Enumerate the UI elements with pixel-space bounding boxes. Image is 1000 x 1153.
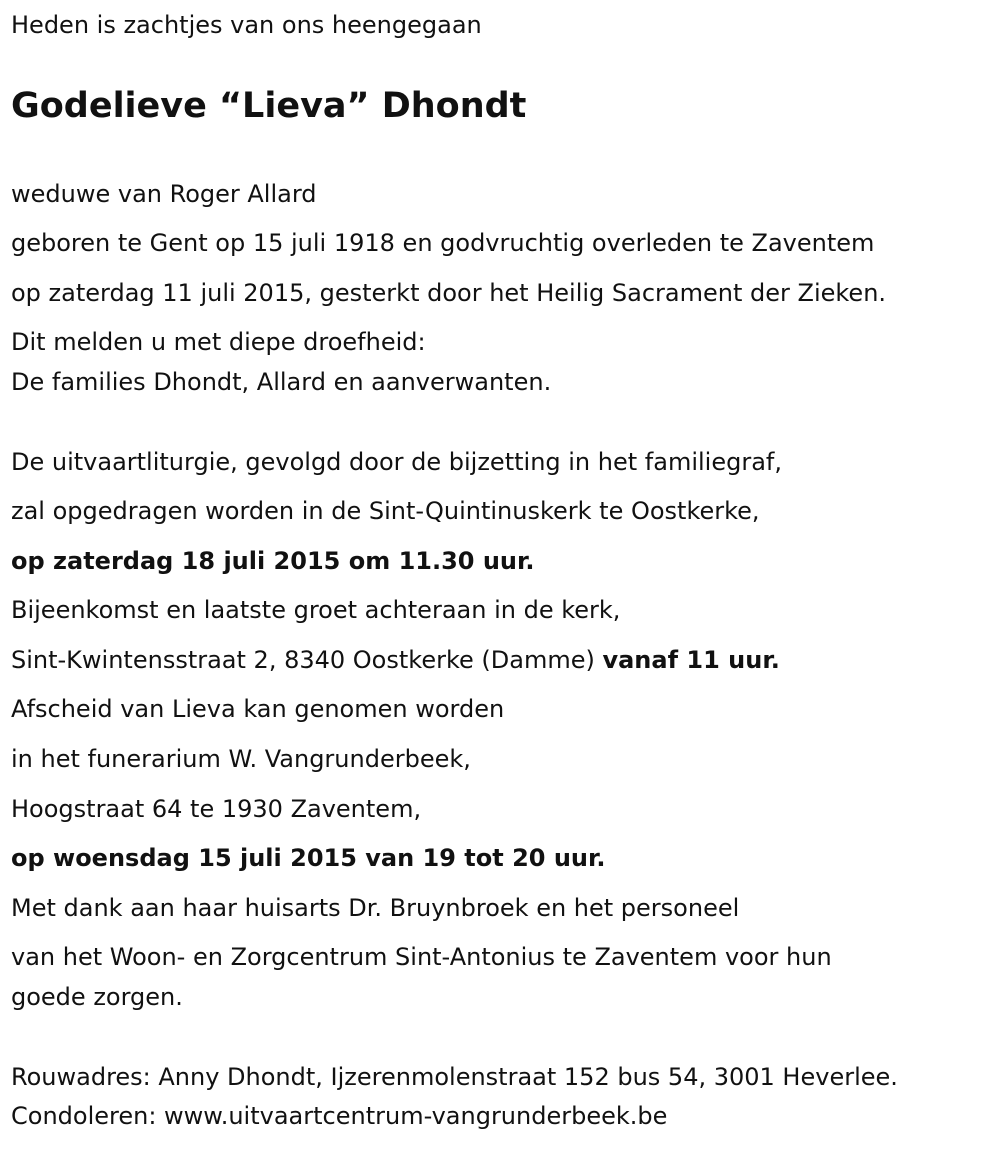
families-line: De families Dhondt, Allard en aanverwanten. [11, 368, 552, 396]
liturgy-line: De uitvaartliturgie, gevolgd door de bijzetting in het familiegraf, [11, 448, 782, 476]
thanks-line-3: goede zorgen. [11, 983, 183, 1011]
address-time: vanaf 11 uur. [602, 646, 780, 674]
church-line: zal opgedragen worden in de Sint-Quintinuskerk te Oostkerke, [11, 497, 760, 525]
deceased-name: Godelieve “Lieva” Dhondt [11, 86, 527, 126]
funeral-date-line: op zaterdag 18 juli 2015 om 11.30 uur. [11, 547, 535, 575]
church-address: Sint-Kwintensstraat 2, 8340 Oostkerke (Damme) [11, 646, 603, 674]
funerarium-address-line: Hoogstraat 64 te 1930 Zaventem, [11, 795, 422, 823]
address-line [11, 645, 780, 675]
died-line: op zaterdag 11 juli 2015, gesterkt door het Heilig Sacrament der Zieken. [11, 279, 887, 307]
born-line: geboren te Gent op 15 juli 1918 en godvruchtig overleden te Zaventem [11, 229, 875, 257]
condolences-line: Condoleren: www.uitvaartcentrum-vangrunderbeek.be [11, 1102, 668, 1130]
visit-date-line: op woensdag 15 juli 2015 van 19 tot 20 uur. [11, 844, 606, 872]
mourning-address-line: Rouwadres: Anny Dhondt, Ijzerenmolenstraat 152 bus 54, 3001 Heverlee. [11, 1063, 898, 1091]
thanks-line-2: van het Woon- en Zorgcentrum Sint-Antonius te Zaventem voor hun [11, 943, 832, 971]
funerarium-line: in het funerarium W. Vangrunderbeek, [11, 745, 471, 773]
widow-line: weduwe van Roger Allard [11, 180, 317, 208]
farewell-line: Afscheid van Lieva kan genomen worden [11, 695, 505, 723]
thanks-line-1: Met dank aan haar huisarts Dr. Bruynbroek en het personeel [11, 894, 740, 922]
announce-line: Dit melden u met diepe droefheid: [11, 328, 426, 356]
gathering-line: Bijeenkomst en laatste groet achteraan in de kerk, [11, 596, 621, 624]
intro-text: Heden is zachtjes van ons heengegaan [11, 11, 482, 39]
